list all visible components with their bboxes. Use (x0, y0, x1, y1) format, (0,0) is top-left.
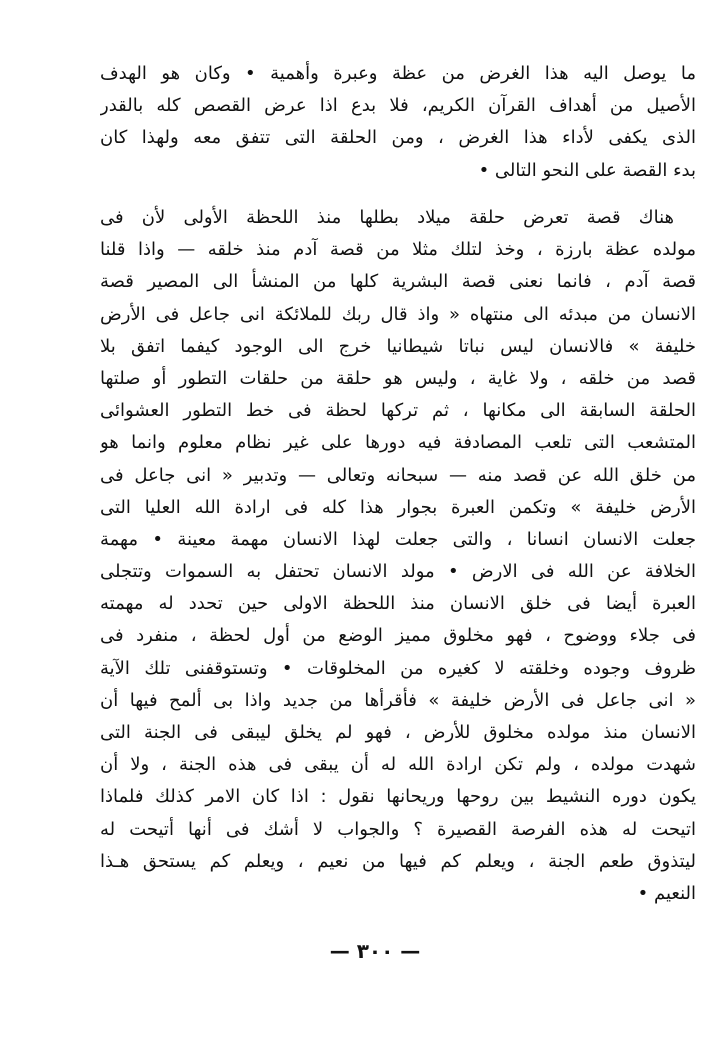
page-number: — ٣٠٠ — (329, 939, 421, 963)
paragraph-1 (100, 58, 696, 187)
text-line: ما يوصل اليه هذا الغرض من عظة وعبرة وأهمية • وكان هو الهدف (100, 63, 696, 84)
text-line: فى جلاء ووضوح ، فهو مخلوق مميز الوضع من أول لحظة ، منفرد فى (100, 625, 696, 647)
text-line: ظروف وجوده وخلقته لا كغيره من المخلوقات • وتستوقفنى تلك الآية (100, 657, 696, 679)
text-line: الأصيل من أهداف القرآن الكريم، فلا بدع اذا عرض القصص كله بالقدر (100, 95, 696, 117)
text-line: المتشعب التى تلعب المصادفة فيه دورها على غير نظام معلوم وانما هو (100, 432, 696, 454)
text-line: الخلافة عن الله فى الارض • مولد الانسان تحتفل به السموات وتتجلى (100, 561, 696, 583)
text-line: جعلت الانسان انسانا ، والتى جعلت لهذا الانسان مهمة معينة • مهمة (100, 528, 696, 550)
text-line: « انى جاعل فى الأرض خليفة » فأقرأها من جديد واذا بى ألمح فيها أن (100, 689, 696, 711)
text-line: من خلق الله عن قصد منه — سبحانه وتعالى — وتدبير « انى جاعل فى (100, 464, 696, 486)
text-line: هناك قصة تعرض حلقة ميلاد بطلها منذ اللحظة الأولى لأن فى (100, 207, 674, 228)
text-line: الانسان منذ مولده مخلوق للأرض ، فهو لم يخلق ليبقى فى الجنة التى (100, 722, 696, 743)
paragraph-2 (100, 202, 696, 910)
text-line: الأرض خليفة » وتكمن العبرة بجوار هذا كله فى ارادة الله العليا التى (100, 496, 696, 518)
text-line: الذى يكفى لأداء هذا الغرض ، ومن الحلقة التى تتفق معه ولهذا كان (100, 127, 696, 149)
text-line: اتيحت له هذه الفرصة القصيرة ؟ والجواب لا أشك فى أنها أتيحت له (100, 818, 696, 840)
text-line: خليفة » فالانسان ليس نباتا شيطانيا خرج الى الوجود كيفما اتفق بلا (100, 335, 696, 357)
text-line: قصد من خلقه ، ولا غاية ، وليس هو حلقة من حلقات التطور أو صلتها (100, 367, 696, 389)
text-line: مولده عظة بارزة ، وخذ لتلك مثلا من قصة آدم منذ خلقه — واذا قلنا (100, 239, 696, 261)
text-line: الانسان من مبدئه الى منتهاه « واذ قال ربك للملائكة انى جاعل فى الأرض (100, 303, 696, 325)
text-line: قصة آدم ، فانما نعنى قصة البشرية كلها من المنشأ الى المصير قصة (100, 271, 696, 293)
text-line: بدء القصة على النحو التالى • (478, 159, 696, 181)
text-line: الحلقة السابقة الى مكانها ، ثم تركها لحظة فى خط التطور العشوائى (100, 400, 696, 422)
text-line: ليتذوق طعم الجنة ، ويعلم كم فيها من نعيم ، ويعلم كم يستحق هـذا (100, 850, 696, 872)
text-line: العبرة أيضا فى خلق الانسان منذ اللحظة الاولى حين تحدد له مهمته (100, 593, 696, 615)
text-line: النعيم • (637, 882, 696, 904)
text-line: يكون دوره النشيط بين روحها وريحانها نقول : اذا كان الامر كذلك فلماذا (100, 786, 696, 808)
text-line: شهدت مولده ، ولم تكن ارادة الله له أن يبقى فى هذه الجنة ، ولا أن (100, 754, 696, 776)
